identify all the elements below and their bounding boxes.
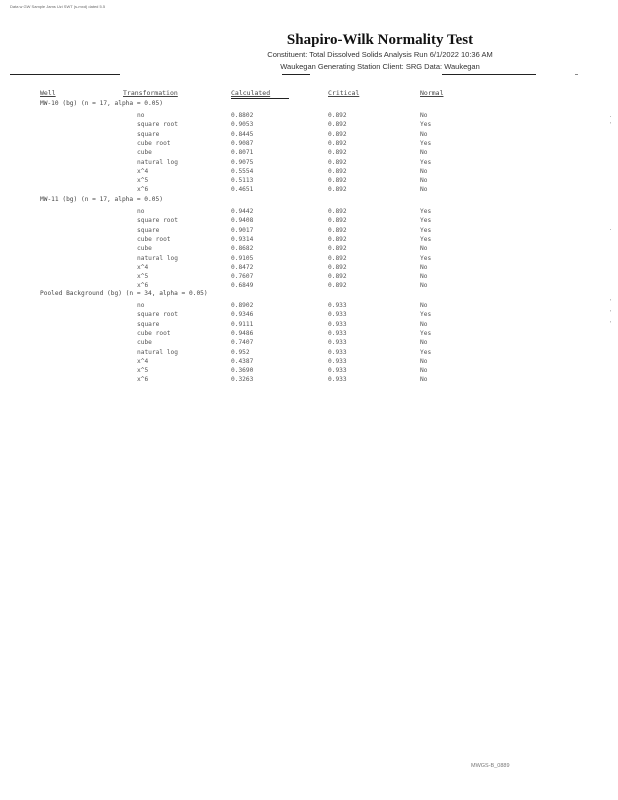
calculated-cell: 0.3263 xyxy=(231,376,254,384)
table-row xyxy=(0,245,618,254)
normal-cell: Yes xyxy=(420,139,432,147)
critical-cell: 0.933 xyxy=(328,339,347,347)
table-row xyxy=(0,168,618,177)
normal-cell: No xyxy=(420,282,428,290)
table-row xyxy=(0,358,618,367)
calculated-cell: 0.9087 xyxy=(231,139,254,147)
normal-cell: Yes xyxy=(420,311,432,319)
calculated-cell: 0.8445 xyxy=(231,130,254,138)
column-header-transformation: Transformation xyxy=(123,89,178,97)
transformation-cell: cube xyxy=(137,339,152,347)
column-header-critical: Critical xyxy=(328,89,360,97)
critical-cell: 0.892 xyxy=(328,149,347,157)
transformation-cell: no xyxy=(137,302,145,309)
well-group-label: MW-10 (bg) (n = 17, alpha = 0.05) xyxy=(40,100,163,107)
table-row xyxy=(0,140,618,149)
table-row xyxy=(0,177,618,186)
well-group-label: MW-11 (bg) (n = 17, alpha = 0.05) xyxy=(40,196,163,203)
normal-cell: No xyxy=(420,273,428,281)
table-row xyxy=(0,339,618,348)
transformation-cell: x^5 xyxy=(137,273,149,281)
critical-cell: 0.892 xyxy=(328,245,347,253)
critical-cell: 0.892 xyxy=(328,254,347,262)
calculated-cell: 0.8802 xyxy=(231,112,254,119)
calculated-cell: 0.9442 xyxy=(231,208,254,215)
normal-cell: No xyxy=(420,245,428,253)
transformation-cell: x^5 xyxy=(137,177,149,185)
normal-cell: No xyxy=(420,367,428,375)
normal-cell: No xyxy=(420,376,428,384)
critical-cell: 0.892 xyxy=(328,208,347,215)
critical-cell: 0.892 xyxy=(328,112,347,119)
transformation-cell: cube root xyxy=(137,139,171,147)
transformation-cell: square root xyxy=(137,121,178,129)
calculated-cell: 0.9053 xyxy=(231,121,254,129)
transformation-cell: x^6 xyxy=(137,376,149,384)
column-header-calculated: Calculated xyxy=(231,89,271,97)
transformation-cell: x^5 xyxy=(137,367,149,375)
table-row xyxy=(0,186,618,195)
table-row xyxy=(0,159,618,168)
table-row xyxy=(0,208,618,217)
critical-cell: 0.933 xyxy=(328,376,347,384)
calculated-cell: 0.5113 xyxy=(231,177,254,185)
table-row xyxy=(0,302,618,311)
calculated-cell: 0.9017 xyxy=(231,226,254,234)
critical-cell: 0.892 xyxy=(328,158,347,166)
critical-cell: 0.892 xyxy=(328,226,347,234)
normal-cell: Yes xyxy=(420,226,432,234)
calculated-cell: 0.9105 xyxy=(231,254,254,262)
margin-mark: . xyxy=(609,113,613,119)
calculated-cell: 0.9314 xyxy=(231,235,254,243)
table-row xyxy=(0,236,618,245)
transformation-cell: x^6 xyxy=(137,282,149,290)
normal-cell: Yes xyxy=(420,158,432,166)
calculated-cell: 0.8902 xyxy=(231,302,254,309)
critical-cell: 0.892 xyxy=(328,167,347,175)
document-id: MWGS-B_0889 xyxy=(471,763,510,769)
calculated-cell: 0.8682 xyxy=(231,245,254,253)
transformation-cell: natural log xyxy=(137,158,178,166)
normal-cell: Yes xyxy=(420,348,432,356)
table-row xyxy=(0,311,618,320)
table-row xyxy=(0,227,618,236)
header-rule-right xyxy=(442,74,536,75)
header-rule-mid xyxy=(282,74,310,75)
critical-cell: 0.892 xyxy=(328,130,347,138)
critical-cell: 0.933 xyxy=(328,302,347,309)
margin-mark: ' xyxy=(609,299,613,305)
table-row xyxy=(0,321,618,330)
normal-cell: Yes xyxy=(420,217,432,225)
transformation-cell: square root xyxy=(137,311,178,319)
calculated-cell: 0.9486 xyxy=(231,329,254,337)
normal-cell: Yes xyxy=(420,235,432,243)
transformation-cell: cube root xyxy=(137,235,171,243)
calculated-cell: 0.3690 xyxy=(231,367,254,375)
transformation-cell: cube root xyxy=(137,329,171,337)
transformation-cell: cube xyxy=(137,149,152,157)
calculated-cell: 0.7407 xyxy=(231,339,254,347)
critical-cell: 0.933 xyxy=(328,348,347,356)
critical-cell: 0.892 xyxy=(328,282,347,290)
critical-cell: 0.892 xyxy=(328,217,347,225)
transformation-cell: x^4 xyxy=(137,263,149,271)
calculated-cell: 0.952 xyxy=(231,348,250,356)
critical-cell: 0.933 xyxy=(328,311,347,319)
table-row xyxy=(0,217,618,226)
calculated-cell: 0.8071 xyxy=(231,149,254,157)
table-row xyxy=(0,149,618,158)
table-row xyxy=(0,112,618,121)
calculated-underline xyxy=(231,98,289,99)
normal-cell: No xyxy=(420,320,428,328)
column-header-normal: Normal xyxy=(420,89,444,97)
table-row xyxy=(0,376,618,385)
calculated-cell: 0.4387 xyxy=(231,357,254,365)
transformation-cell: no xyxy=(137,112,145,119)
transformation-cell: square xyxy=(137,320,160,328)
table-row xyxy=(0,255,618,264)
critical-cell: 0.892 xyxy=(328,177,347,185)
calculated-cell: 0.9111 xyxy=(231,320,254,328)
critical-cell: 0.892 xyxy=(328,139,347,147)
report-subtitle-analysis: Constituent: Total Dissolved Solids Analysis Run 6/1/2022 10:36 AM xyxy=(267,50,493,59)
critical-cell: 0.892 xyxy=(328,235,347,243)
normal-cell: No xyxy=(420,302,428,309)
normal-cell: No xyxy=(420,149,428,157)
transformation-cell: cube xyxy=(137,245,152,253)
table-row xyxy=(0,273,618,282)
transformation-cell: square xyxy=(137,130,160,138)
report-subtitle-site: Waukegan Generating Station Client: SRG Data: Waukegan xyxy=(280,62,480,71)
header-rule-tick xyxy=(575,74,578,75)
normal-cell: No xyxy=(420,177,428,185)
column-header-well: Well xyxy=(40,89,56,97)
table-row xyxy=(0,330,618,339)
transformation-cell: no xyxy=(137,208,145,215)
transformation-cell: x^4 xyxy=(137,167,149,175)
transformation-cell: natural log xyxy=(137,348,178,356)
critical-cell: 0.892 xyxy=(328,121,347,129)
calculated-cell: 0.6849 xyxy=(231,282,254,290)
critical-cell: 0.933 xyxy=(328,357,347,365)
table-row xyxy=(0,367,618,376)
well-group-label: Pooled Background (bg) (n = 34, alpha = 0.05) xyxy=(40,290,208,297)
table-row xyxy=(0,349,618,358)
header-rule-left xyxy=(10,74,120,75)
calculated-cell: 0.8472 xyxy=(231,263,254,271)
margin-mark: ' xyxy=(609,321,613,327)
critical-cell: 0.933 xyxy=(328,329,347,337)
calculated-cell: 0.9346 xyxy=(231,311,254,319)
transformation-cell: x^6 xyxy=(137,186,149,194)
normal-cell: Yes xyxy=(420,254,432,262)
calculated-cell: 0.9408 xyxy=(231,217,254,225)
critical-cell: 0.892 xyxy=(328,186,347,194)
margin-mark: ' xyxy=(609,310,613,316)
normal-cell: No xyxy=(420,357,428,365)
calculated-cell: 0.4651 xyxy=(231,186,254,194)
transformation-cell: square root xyxy=(137,217,178,225)
normal-cell: Yes xyxy=(420,208,432,215)
report-header-note: Data w GW Sample Jams Uzi SWT (s-mxd) dated 5.5 xyxy=(10,4,106,9)
critical-cell: 0.933 xyxy=(328,320,347,328)
normal-cell: No xyxy=(420,339,428,347)
normal-cell: No xyxy=(420,112,428,119)
margin-mark: . xyxy=(609,226,613,232)
normal-cell: No xyxy=(420,263,428,271)
margin-mark: ' xyxy=(609,122,613,128)
table-row xyxy=(0,121,618,130)
normal-cell: Yes xyxy=(420,329,432,337)
normal-cell: No xyxy=(420,186,428,194)
normal-cell: No xyxy=(420,167,428,175)
calculated-cell: 0.9075 xyxy=(231,158,254,166)
table-row xyxy=(0,131,618,140)
table-row xyxy=(0,264,618,273)
transformation-cell: natural log xyxy=(137,254,178,262)
calculated-cell: 0.5554 xyxy=(231,167,254,175)
report-title: Shapiro-Wilk Normality Test xyxy=(286,32,474,48)
transformation-cell: x^4 xyxy=(137,357,149,365)
calculated-cell: 0.7607 xyxy=(231,273,254,281)
normal-cell: No xyxy=(420,130,428,138)
normal-cell: Yes xyxy=(420,121,432,129)
critical-cell: 0.933 xyxy=(328,367,347,375)
transformation-cell: square xyxy=(137,226,160,234)
critical-cell: 0.892 xyxy=(328,263,347,271)
critical-cell: 0.892 xyxy=(328,273,347,281)
